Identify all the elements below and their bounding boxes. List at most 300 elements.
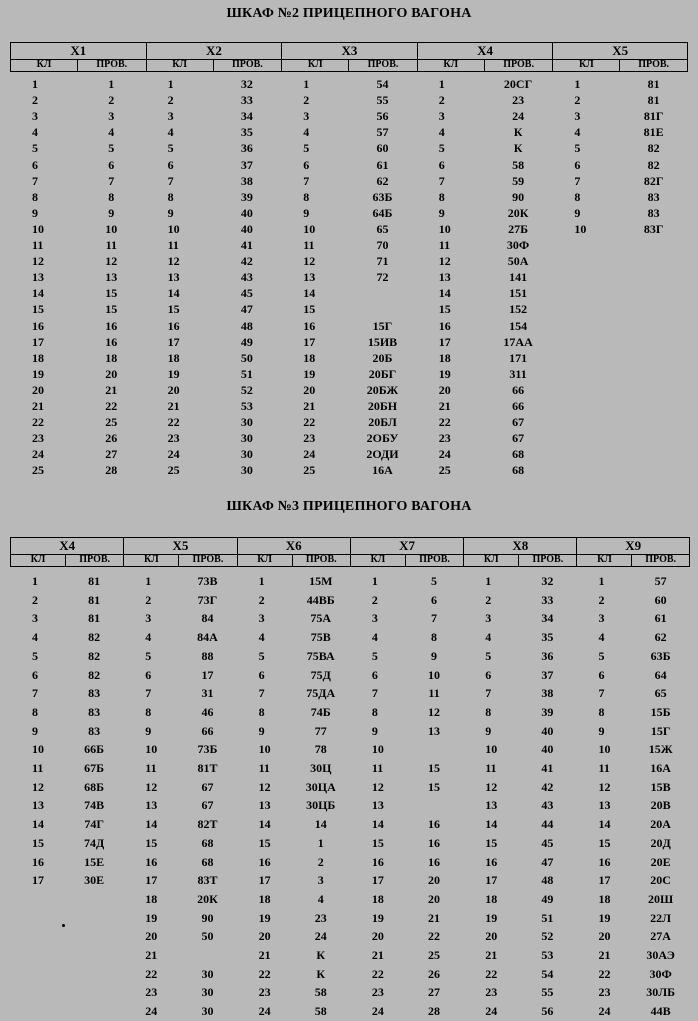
- terminal-number: 16: [598, 854, 611, 869]
- terminal-number: 2: [32, 592, 38, 607]
- terminal-number: 12: [438, 254, 451, 269]
- terminal-number: 20: [438, 382, 451, 397]
- terminal-number: 12: [485, 779, 498, 794]
- prov-column-header: ПРОВ.: [77, 59, 146, 72]
- prov-column-header: ПРОВ.: [405, 554, 463, 567]
- kl-column-header: КЛ: [281, 59, 348, 72]
- group-header-x8: X8: [463, 537, 576, 555]
- terminal-number: 24: [258, 1004, 271, 1019]
- terminal-number: 13: [32, 798, 44, 813]
- wire-number: 66: [512, 399, 525, 413]
- terminal-number: 3: [167, 109, 174, 124]
- terminal-number: 11: [485, 761, 497, 775]
- wire-number: 74Г: [84, 817, 104, 832]
- group-header-x9: X9: [576, 537, 689, 555]
- wire-number: 40: [541, 742, 554, 757]
- terminal-number: 6: [167, 157, 174, 172]
- terminal-number: 10: [598, 742, 611, 757]
- wire-number: 36: [240, 141, 253, 156]
- wire-number: 35: [240, 125, 253, 140]
- wire-number: 44: [541, 817, 554, 832]
- terminal-number: 1: [598, 574, 605, 588]
- wire-number: 15: [428, 761, 441, 775]
- terminal-number: 11: [145, 761, 157, 775]
- wire-number: 2: [317, 854, 324, 869]
- wire-number: 27Б: [508, 221, 529, 236]
- wire-number: 73Б: [197, 742, 218, 757]
- terminal-number: 2: [574, 93, 581, 108]
- terminal-number: 25: [167, 463, 180, 478]
- terminal-number: 7: [303, 173, 310, 188]
- terminal-number: 5: [258, 648, 265, 663]
- wire-number: 82: [647, 157, 660, 172]
- wire-number: 82: [88, 630, 101, 645]
- terminal-number: 3: [574, 109, 581, 124]
- wire-number: 15Г: [372, 318, 393, 333]
- wire-number: 20БЖ: [366, 382, 399, 397]
- wire-number: 16: [105, 334, 118, 349]
- terminal-number: 25: [438, 463, 451, 478]
- terminal-number: 11: [258, 761, 270, 775]
- terminal-number: 22: [485, 966, 498, 981]
- terminal-number: 6: [258, 667, 265, 682]
- terminal-number: 4: [438, 125, 445, 140]
- wire-number: 83: [88, 704, 101, 719]
- terminal-number: 1: [32, 77, 38, 91]
- wire-number: 30Ф: [506, 238, 530, 252]
- terminal-number: 7: [145, 686, 152, 701]
- prov-column-header: ПРОВ.: [178, 554, 236, 567]
- terminal-number: 11: [371, 761, 384, 775]
- terminal-number: 5: [598, 648, 605, 663]
- terminal-number: 7: [258, 686, 265, 701]
- wire-number: 30АЭ: [646, 948, 675, 962]
- wire-number: 20БЛ: [368, 415, 397, 430]
- terminal-number: 17: [485, 873, 498, 888]
- group-header-x5: X5: [123, 537, 236, 555]
- wire-number: 20Б: [372, 350, 393, 365]
- terminal-number: 5: [303, 141, 310, 156]
- wire-number: 71: [376, 254, 389, 269]
- wire-number: 82Г: [643, 173, 664, 188]
- terminal-number: 16: [32, 854, 44, 869]
- terminal-number: 23: [485, 985, 498, 1000]
- terminal-number: 12: [32, 779, 44, 794]
- prov-column-header: ПРОВ.: [213, 59, 282, 72]
- terminal-number: 4: [167, 125, 174, 140]
- kl-column-header: КЛ: [417, 59, 484, 72]
- terminal-number: 18: [303, 350, 316, 365]
- wire-number: 31: [201, 686, 214, 701]
- terminal-number: 10: [303, 221, 316, 236]
- terminal-number: 10: [574, 221, 587, 236]
- wire-number: 57: [376, 125, 389, 140]
- wire-number: 82Т: [197, 817, 218, 832]
- terminal-number: 14: [303, 286, 316, 301]
- wire-number: 20: [428, 891, 441, 906]
- wire-number: 30: [240, 447, 253, 462]
- terminal-number: 19: [485, 910, 498, 925]
- wire-number: 58: [314, 985, 327, 1000]
- wire-number: 62: [654, 630, 667, 645]
- terminal-number: 15: [371, 835, 384, 850]
- prov-column-header: ПРОВ.: [65, 554, 123, 567]
- wire-number: 28: [428, 1004, 441, 1019]
- terminal-number: 3: [145, 611, 152, 626]
- wire-number: 20БГ: [368, 366, 397, 381]
- terminal-number: 22: [32, 415, 44, 430]
- kl-column-header: КЛ: [10, 554, 65, 567]
- wire-number: 73Г: [197, 592, 218, 607]
- wire-number: 73В: [197, 574, 218, 588]
- wire-number: 15В: [650, 779, 671, 794]
- terminal-number: 12: [145, 779, 158, 794]
- wire-number: 55: [376, 93, 389, 108]
- terminal-number: 17: [598, 873, 611, 888]
- terminal-number: 17: [32, 334, 44, 349]
- terminal-number: 2: [303, 93, 310, 108]
- wire-number: 66Б: [84, 742, 105, 757]
- wire-number: 40: [541, 723, 554, 738]
- wire-number: 5: [108, 141, 115, 156]
- terminal-number: 18: [598, 891, 611, 906]
- terminal-number: 15: [258, 835, 271, 850]
- terminal-number: 22: [303, 415, 316, 430]
- wire-number: 40: [240, 221, 253, 236]
- wire-number: 1: [108, 77, 115, 91]
- terminal-number: 8: [371, 704, 378, 719]
- wire-number: 60: [654, 592, 667, 607]
- wire-number: 11: [105, 238, 117, 252]
- wire-number: 14: [314, 817, 327, 832]
- terminal-number: 1: [145, 574, 152, 588]
- terminal-number: 20: [485, 929, 498, 944]
- wire-number: 41: [541, 761, 554, 775]
- wire-number: 15М: [309, 574, 333, 588]
- terminal-number: 15: [303, 302, 316, 317]
- wire-number: 54: [376, 77, 389, 91]
- wire-number: 56: [541, 1004, 554, 1019]
- terminal-number: 10: [258, 742, 271, 757]
- terminal-number: 21: [258, 948, 271, 962]
- terminal-number: 20: [598, 929, 611, 944]
- terminal-number: 11: [32, 761, 44, 775]
- terminal-number: 10: [371, 742, 384, 757]
- terminal-number: 19: [598, 910, 611, 925]
- section-title-cabinet-3: ШКАФ №3 ПРИЦЕПНОГО ВАГОНА: [226, 499, 472, 514]
- terminal-number: 14: [145, 817, 158, 832]
- wire-number: 32: [240, 77, 253, 91]
- terminal-number: 4: [303, 125, 310, 140]
- wire-number: 30: [240, 463, 253, 478]
- terminal-number: 17: [32, 873, 44, 888]
- terminal-number: 18: [32, 350, 44, 365]
- terminal-number: 19: [303, 366, 316, 381]
- terminal-number: 9: [598, 723, 605, 738]
- wire-number: 9: [431, 648, 438, 663]
- terminal-number: 16: [258, 854, 271, 869]
- group-header-x3: X3: [281, 42, 417, 60]
- wire-number: 65: [376, 221, 389, 236]
- wire-number: 42: [541, 779, 554, 794]
- wire-number: 50: [240, 350, 253, 365]
- terminal-number: 24: [303, 447, 316, 462]
- terminal-number: 6: [32, 157, 38, 172]
- kl-column-header: КЛ: [576, 554, 631, 567]
- wire-number: [348, 301, 417, 317]
- terminal-number: 15: [32, 302, 44, 317]
- wire-number: 2ОДИ: [366, 447, 399, 462]
- terminal-number: 13: [485, 798, 498, 813]
- wire-number: 83: [647, 189, 660, 204]
- terminal-number: 1: [303, 77, 310, 91]
- terminal-number: 7: [485, 686, 492, 701]
- wire-number: 49: [541, 891, 554, 906]
- prov-column-header: ПРОВ.: [631, 554, 689, 567]
- kl-column-header: КЛ: [350, 554, 405, 567]
- wire-number: 50: [201, 929, 214, 944]
- terminal-number: 1: [32, 574, 38, 588]
- wire-number: 82: [88, 648, 101, 663]
- terminal-number: 10: [32, 742, 44, 757]
- terminal-number: 20: [371, 929, 384, 944]
- terminal-number: 2: [438, 93, 445, 108]
- wire-number: 82: [88, 667, 101, 682]
- wire-number: 90: [201, 910, 214, 925]
- wire-number: 81Е: [643, 125, 664, 140]
- wire-number: 48: [541, 873, 554, 888]
- wire-number: 44ВБ: [306, 592, 335, 607]
- terminal-number: 14: [258, 817, 271, 832]
- terminal-number: 14: [167, 286, 180, 301]
- terminal-number: 7: [32, 173, 38, 188]
- wire-number: 12: [105, 254, 118, 269]
- wire-number: 81Т: [197, 761, 218, 775]
- terminal-number: 23: [32, 431, 44, 446]
- prov-column-header: ПРОВ.: [292, 554, 350, 567]
- terminal-number: 3: [485, 611, 492, 626]
- wire-number: 30: [201, 1004, 214, 1019]
- wire-number: 3: [317, 873, 324, 888]
- group-header-x4: X4: [10, 537, 123, 555]
- wire-number: 32: [541, 574, 554, 588]
- wire-number: К: [316, 948, 326, 962]
- wire-number: 34: [240, 109, 253, 124]
- terminal-number: 8: [145, 704, 152, 719]
- wire-number: 4: [108, 125, 115, 140]
- wire-number: 81: [647, 77, 660, 91]
- wire-number: 152: [509, 302, 528, 317]
- wire-number: 30ЦБ: [306, 798, 336, 813]
- wire-number: 22Л: [650, 910, 672, 925]
- terminal-number: 9: [258, 723, 265, 738]
- wire-number: 61: [654, 611, 667, 626]
- wire-number: 20А: [650, 817, 671, 832]
- terminal-number: 8: [485, 704, 492, 719]
- wire-number: 20К: [197, 891, 218, 906]
- wire-number: 83: [88, 686, 101, 701]
- terminal-number: 2: [32, 93, 38, 108]
- wire-number: 56: [376, 109, 389, 124]
- terminal-number: 5: [485, 648, 492, 663]
- wire-number: [178, 946, 236, 965]
- terminal-number: 4: [371, 630, 378, 645]
- wire-number: 24: [512, 109, 525, 124]
- terminal-number: 18: [145, 891, 158, 906]
- wire-number: 55: [541, 985, 554, 1000]
- wire-number: 52: [541, 929, 554, 944]
- terminal-number: 24: [145, 1004, 158, 1019]
- wire-number: 33: [240, 93, 253, 108]
- wire-number: 38: [240, 173, 253, 188]
- wire-number: 30Е: [84, 873, 105, 888]
- wire-number: 25: [428, 948, 441, 962]
- column-header-row: [10, 554, 690, 567]
- wire-number: 75ДА: [306, 686, 336, 701]
- terminal-number: 1: [371, 574, 378, 588]
- wire-number: К: [513, 125, 523, 140]
- wire-number: 37: [541, 667, 554, 682]
- wire-number: 17АА: [503, 334, 533, 349]
- terminal-number: 4: [32, 125, 38, 140]
- terminal-number: 9: [32, 723, 38, 738]
- wire-number: 72: [376, 270, 389, 285]
- wire-number: 74В: [84, 798, 105, 813]
- terminal-number: 20: [145, 929, 158, 944]
- terminal-number: 13: [438, 270, 451, 285]
- terminal-number: 7: [371, 686, 378, 701]
- wire-number: 67: [201, 779, 214, 794]
- wire-number: 62: [376, 173, 389, 188]
- wire-number: 30: [240, 415, 253, 430]
- wire-number: [405, 740, 463, 759]
- wire-number: 30: [201, 985, 214, 1000]
- terminal-number: 16: [485, 854, 498, 869]
- wire-number: 60: [376, 141, 389, 156]
- wire-number: 20СГ: [503, 77, 533, 91]
- wire-number: 10: [105, 221, 118, 236]
- wire-number: 3: [108, 109, 115, 124]
- terminal-number: 9: [167, 205, 174, 220]
- kl-column-header: КЛ: [123, 554, 178, 567]
- terminal-number: 1: [485, 574, 492, 588]
- terminal-number: 14: [32, 817, 44, 832]
- wire-number: 21: [105, 382, 118, 397]
- terminal-number: 4: [258, 630, 265, 645]
- kl-column-header: КЛ: [463, 554, 518, 567]
- terminal-number: 8: [574, 189, 581, 204]
- terminal-number: 4: [485, 630, 492, 645]
- group-header-x6: X6: [237, 537, 350, 555]
- terminal-number: 23: [371, 985, 384, 1000]
- wire-number: 78: [314, 742, 327, 757]
- wire-number: 51: [541, 910, 554, 925]
- terminal-number: 6: [438, 157, 445, 172]
- wire-number: 20БН: [367, 399, 398, 413]
- wire-number: 7: [108, 173, 115, 188]
- terminal-number: 24: [167, 447, 180, 462]
- terminal-number: 10: [145, 742, 158, 757]
- terminal-number: 12: [32, 254, 44, 269]
- terminal-number: 17: [258, 873, 271, 888]
- wire-number: 28: [105, 463, 118, 478]
- wire-number: 17: [201, 667, 214, 682]
- terminal-number: 12: [598, 779, 611, 794]
- wire-number: 67: [201, 798, 214, 813]
- terminal-number: 10: [485, 742, 498, 757]
- wire-number: 30Ц: [310, 761, 332, 775]
- terminal-number: 15: [485, 835, 498, 850]
- terminal-number: 16: [303, 318, 316, 333]
- terminal-number: 13: [371, 798, 384, 813]
- wire-number: 34: [541, 611, 554, 626]
- wire-number: 24: [314, 929, 327, 944]
- terminal-number: 9: [574, 205, 581, 220]
- terminal-number: 16: [438, 318, 451, 333]
- terminal-number: 4: [598, 630, 605, 645]
- wire-number: 45: [541, 835, 554, 850]
- terminal-number: 8: [32, 189, 38, 204]
- wire-number: 22: [428, 929, 441, 944]
- kl-column-header: КЛ: [10, 59, 77, 72]
- terminal-number: 8: [598, 704, 605, 719]
- terminal-number: 16: [145, 854, 158, 869]
- terminal-number: 13: [167, 270, 180, 285]
- kl-column-header: КЛ: [552, 59, 619, 72]
- terminal-number: 11: [303, 238, 315, 252]
- wire-number: 22: [105, 399, 118, 413]
- wire-number: 7: [431, 611, 438, 626]
- wire-number: 84А: [197, 630, 218, 645]
- wire-number: 49: [240, 334, 253, 349]
- terminal-number: 1: [258, 574, 265, 588]
- terminal-number: 6: [485, 667, 492, 682]
- group-header-x7: X7: [350, 537, 463, 555]
- terminal-number: 5: [438, 141, 445, 156]
- wire-number: [405, 796, 463, 815]
- wire-number: 58: [512, 157, 525, 172]
- wire-number: 36: [541, 648, 554, 663]
- terminal-number: 2: [371, 592, 378, 607]
- terminal-number: 7: [167, 173, 174, 188]
- wire-number: 40: [240, 205, 253, 220]
- wire-number: 27А: [650, 929, 671, 944]
- terminal-number: 12: [303, 254, 316, 269]
- speck-mark: [62, 924, 65, 927]
- wire-number: 20Д: [650, 835, 671, 850]
- terminal-number: 14: [32, 286, 44, 301]
- terminal-number: 5: [371, 648, 378, 663]
- terminal-number: 7: [32, 686, 38, 701]
- wire-number: 11: [428, 686, 440, 701]
- wire-number: 16А: [372, 463, 393, 478]
- wire-number: 16: [428, 854, 441, 869]
- wire-number: 16А: [650, 761, 671, 775]
- wire-number: 5: [431, 574, 438, 588]
- terminal-number: 12: [371, 779, 384, 794]
- terminal-number: 14: [598, 817, 611, 832]
- wire-number: 18: [105, 350, 118, 365]
- group-header-x4: X4: [417, 42, 553, 60]
- terminal-number: 21: [145, 948, 158, 962]
- wire-number: 2ОБУ: [366, 431, 399, 446]
- terminal-number: 12: [167, 254, 180, 269]
- terminal-number: 9: [32, 205, 38, 220]
- terminal-number: 10: [438, 221, 451, 236]
- wire-number: 50А: [507, 254, 529, 269]
- wire-number: 84: [201, 611, 214, 626]
- terminal-number: 8: [303, 189, 310, 204]
